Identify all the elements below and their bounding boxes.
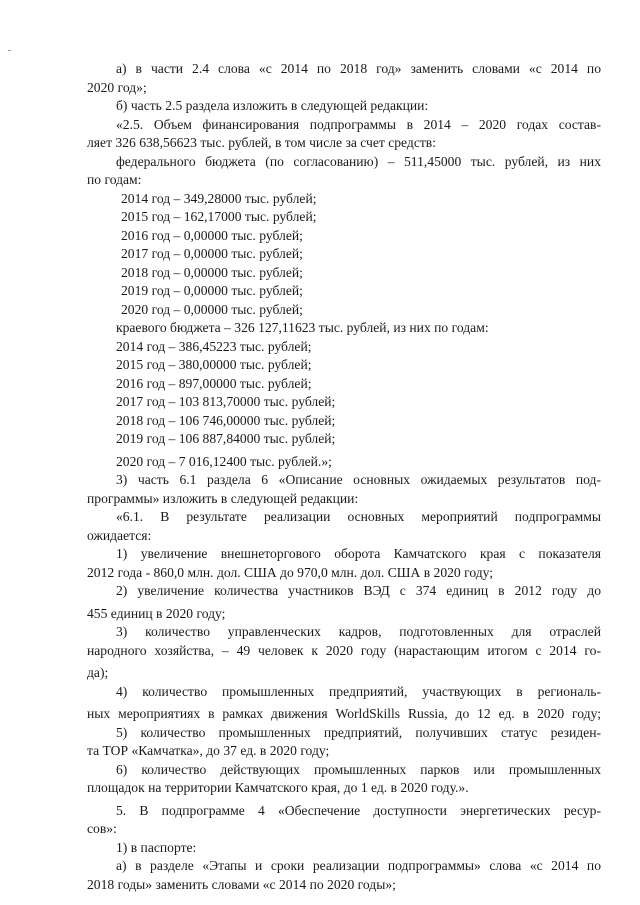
- document-line: площадок на территории Камчатского края, до 1 ед. в 2020 году.».: [87, 780, 469, 795]
- document-line: 3) часть 6.1 раздела 6 «Описание основных ожидаемых результатов под-: [116, 472, 601, 487]
- document-line: ожидается:: [87, 527, 152, 543]
- document-line: «2.5. Объем финансирования подпрограммы в 2014 – 2020 годах состав-: [116, 116, 601, 132]
- document-line: федерального бюджета (по согласованию) – 511,45000 тыс. рублей, из них: [116, 153, 601, 169]
- document-line: 5) количество промышленных предприятий, получивших статус резиден-: [116, 724, 601, 740]
- document-line: 2017 год – 103 813,70000 тыс. рублей;: [116, 394, 336, 409]
- document-line: 2019 год – 106 887,84000 тыс. рублей;: [116, 431, 336, 446]
- document-line: 5. В подпрограмме 4 «Обеспечение доступности энергетических ресур-: [116, 802, 601, 818]
- document-line: 2015 год – 162,17000 тыс. рублей;: [121, 209, 317, 224]
- document-line: ляет 326 638,56623 тыс. рублей, в том числе за счет средств:: [87, 135, 436, 150]
- document-line: 2020 год – 0,00000 тыс. рублей;: [121, 301, 303, 317]
- document-line: 6) количество действующих промышленных парков или промышленных: [116, 761, 601, 777]
- document-line: 2017 год – 0,00000 тыс. рублей;: [121, 246, 303, 261]
- document-line: 2020 год – 7 016,12400 тыс. рублей.»;: [116, 453, 332, 469]
- document-line: та ТОР «Камчатка», до 37 ед. в 2020 году;: [87, 743, 330, 758]
- document-line: ных мероприятиях в рамках движения WorldSkills Russia, до 12 ед. в 2020 году;: [87, 706, 601, 721]
- document-line: 2012 года - 860,0 млн. дол. США до 970,0 млн. дол. США в 2020 году;: [87, 564, 494, 580]
- document-line: б) часть 2.5 раздела изложить в следующей редакции:: [116, 98, 429, 113]
- document-line: сов»:: [87, 821, 117, 836]
- document-line: 2018 годы» заменить словами «с 2014 по 2020 годы»;: [87, 876, 396, 892]
- document-line: 2) увеличение количества участников ВЭД с 374 единиц в 2012 году до: [116, 583, 601, 598]
- document-line: 2019 год – 0,00000 тыс. рублей;: [121, 283, 303, 298]
- document-line: по годам:: [87, 172, 142, 187]
- document-line: 455 единиц в 2020 году;: [87, 605, 226, 621]
- document-line: народного хозяйства, – 49 человек к 2020 году (нарастающим итогом с 2014 го-: [87, 642, 601, 658]
- document-line: «6.1. В результате реализации основных мероприятий подпрограммы: [116, 509, 601, 524]
- document-line: 1) в паспорте:: [116, 839, 197, 855]
- document-line: краевого бюджета – 326 127,11623 тыс. рублей, из них по годам:: [116, 320, 489, 335]
- document-line: 2018 год – 0,00000 тыс. рублей;: [121, 264, 303, 280]
- document-line: 2015 год – 380,00000 тыс. рублей;: [116, 357, 312, 372]
- document-line: а) в разделе «Этапы и сроки реализации подпрограммы» слова «с 2014 по: [116, 858, 601, 873]
- document-line: 2018 год – 106 746,00000 тыс. рублей;: [116, 412, 336, 428]
- document-body: [87, 60, 601, 894]
- document-line: да);: [87, 665, 109, 680]
- document-line: 4) количество промышленных предприятий, участвующих в региональ-: [116, 683, 601, 699]
- document-line: программы» изложить в следующей редакции:: [87, 490, 359, 506]
- document-line: 2014 год – 349,28000 тыс. рублей;: [121, 190, 317, 206]
- document-line: 2014 год – 386,45223 тыс. рублей;: [116, 338, 312, 354]
- scan-mark: [8, 50, 11, 51]
- document-line: 1) увеличение внешнеторгового оборота Камчатского края с показателя: [116, 546, 601, 561]
- document-line: 2020 год»;: [87, 79, 147, 95]
- document-line: а) в части 2.4 слова «с 2014 по 2018 год» заменить словами «с 2014 по: [116, 61, 601, 76]
- document-line: 3) количество управленческих кадров, подготовленных для отраслей: [116, 624, 601, 639]
- document-line: 2016 год – 0,00000 тыс. рублей;: [121, 227, 303, 243]
- document-line: 2016 год – 897,00000 тыс. рублей;: [116, 375, 312, 391]
